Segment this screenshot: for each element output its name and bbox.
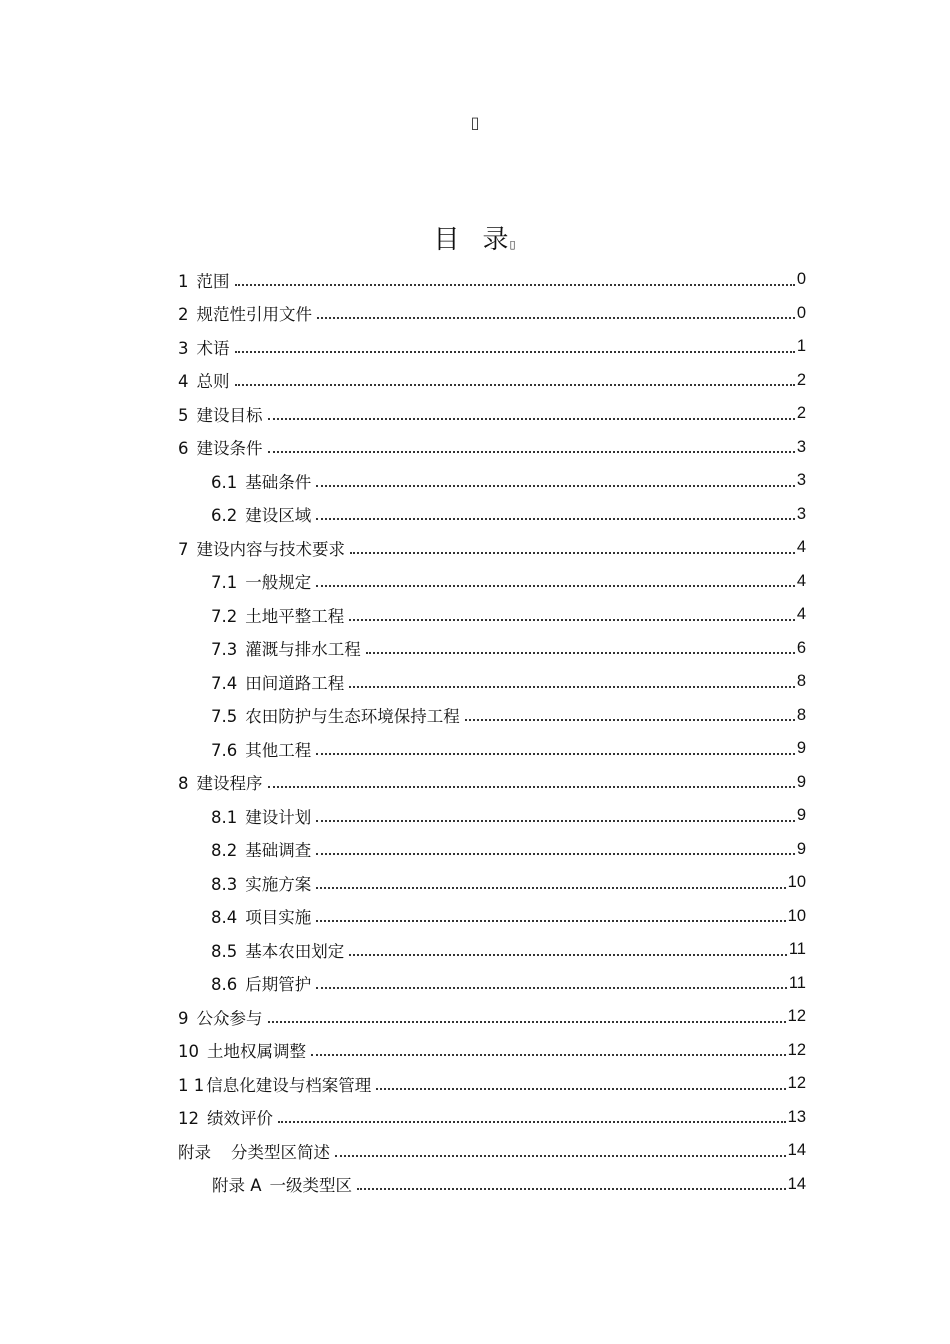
toc-entry-page-number: 12 [787, 1007, 806, 1026]
toc-entry-number: 6.1 [211, 472, 238, 492]
toc-entry-page-number: 1 [796, 337, 806, 356]
toc-entry-label [178, 536, 345, 560]
toc-entry-label [211, 904, 311, 928]
toc-entry[interactable] [178, 498, 806, 532]
toc-entry-title: 基本农田划定 [245, 941, 345, 961]
toc-entry-title: 建设内容与技术要求 [196, 539, 345, 559]
toc-entry[interactable] [178, 632, 806, 666]
toc-dot-leader [349, 954, 787, 956]
toc-entry-label [178, 1005, 263, 1029]
toc-dot-leader [311, 1054, 786, 1056]
toc-dot-leader [316, 887, 785, 889]
toc-entry-number: 2 [178, 305, 189, 325]
toc-entry-label [211, 737, 311, 761]
toc-entry-title: 术语 [196, 338, 230, 358]
toc-entry-number: 12 [178, 1109, 199, 1129]
toc-entry-number: 8.1 [211, 807, 238, 827]
toc-entry-title: 规范性引用文件 [196, 305, 312, 325]
toc-entry-title: 信息化建设与档案管理 [206, 1075, 372, 1095]
toc-entry-title: 基础条件 [245, 472, 312, 492]
toc-entry-title: 一般规定 [245, 573, 312, 593]
toc-entry-label [211, 636, 361, 660]
toc-entry-number: 附录 A [212, 1176, 262, 1196]
toc-entry-page-number: 10 [787, 906, 806, 925]
toc-entry-title: 灌溉与排水工程 [245, 640, 361, 660]
table-of-contents [178, 263, 806, 1201]
toc-entry-label [211, 469, 311, 493]
toc-entry-page-number: 3 [796, 504, 806, 523]
toc-entry[interactable] [178, 330, 806, 364]
toc-entry[interactable] [178, 397, 806, 431]
toc-entry-label [178, 770, 263, 794]
toc-entry-label [211, 502, 311, 526]
toc-entry-page-number: 13 [787, 1107, 806, 1126]
toc-entry[interactable] [178, 598, 806, 632]
toc-entry-page-number: 6 [796, 638, 806, 657]
toc-entry-label [178, 435, 263, 459]
toc-entry-label [178, 301, 312, 325]
toc-entry-page-number: 3 [796, 437, 806, 456]
toc-entry-page-number: 8 [796, 672, 806, 691]
toc-entry-title: 土地权属调整 [207, 1042, 306, 1062]
toc-entry-page-number: 9 [796, 739, 806, 758]
toc-entry[interactable] [178, 1067, 806, 1101]
toc-entry-title: 项目实施 [245, 908, 312, 928]
toc-dot-leader [316, 853, 795, 855]
toc-entry-number: 7.5 [211, 707, 238, 727]
toc-entry-label [211, 569, 311, 593]
toc-entry-title: 后期管护 [245, 975, 312, 995]
toc-entry-number: 4 [178, 372, 189, 392]
toc-dot-leader [235, 384, 795, 386]
toc-entry-page-number: 14 [787, 1141, 806, 1160]
toc-entry-title: 总则 [196, 372, 230, 392]
toc-entry-label [211, 670, 344, 694]
toc-dot-leader [465, 719, 795, 721]
title-placeholder-mark: ▯ [509, 238, 517, 251]
toc-entry-page-number: 4 [796, 605, 806, 624]
toc-entry-number: 6.2 [211, 506, 238, 526]
toc-entry-page-number: 4 [796, 538, 806, 557]
toc-dot-leader [350, 552, 795, 554]
toc-entry-number: 1 [178, 271, 189, 291]
toc-entry[interactable] [178, 900, 806, 934]
toc-entry-label [211, 603, 344, 627]
toc-entry-label [211, 703, 460, 727]
toc-entry-title: 实施方案 [245, 874, 312, 894]
toc-entry-number: 7.3 [211, 640, 238, 660]
toc-dot-leader [268, 418, 795, 420]
toc-entry-number: 8.3 [211, 874, 238, 894]
toc-dot-leader [316, 753, 795, 755]
toc-dot-leader [349, 619, 795, 621]
toc-entry-label [211, 971, 311, 995]
toc-entry-number: 1 1 [178, 1075, 205, 1095]
page-header-glyph: ▯ [470, 113, 480, 132]
toc-entry[interactable] [178, 431, 806, 465]
toc-entry-label [178, 268, 230, 292]
toc-dot-leader [317, 317, 795, 319]
toc-entry-page-number: 0 [796, 303, 806, 322]
toc-entry[interactable] [178, 1101, 806, 1135]
toc-entry-number: 8.4 [211, 908, 238, 928]
toc-entry-label [178, 368, 230, 392]
toc-entry-page-number: 12 [787, 1040, 806, 1059]
toc-entry-number: 3 [178, 338, 189, 358]
toc-entry[interactable] [178, 699, 806, 733]
toc-entry-label [211, 837, 311, 861]
toc-entry-title: 农田防护与生态环境保持工程 [245, 707, 460, 727]
toc-dot-leader [376, 1088, 785, 1090]
toc-entry[interactable] [178, 967, 806, 1001]
toc-entry-number: 7.6 [211, 740, 238, 760]
toc-entry-title: 其他工程 [245, 740, 312, 760]
toc-entry-number: 8 [178, 774, 189, 794]
toc-entry-label [178, 402, 263, 426]
toc-entry-label [178, 335, 230, 359]
toc-dot-leader [268, 451, 795, 453]
toc-entry[interactable] [178, 297, 806, 331]
toc-entry-label [178, 1105, 273, 1129]
toc-entry[interactable] [178, 531, 806, 565]
toc-dot-leader [366, 652, 795, 654]
toc-entry-label [212, 1172, 352, 1196]
toc-entry[interactable] [178, 799, 806, 833]
toc-entry-title: 土地平整工程 [245, 606, 345, 626]
toc-entry[interactable] [178, 263, 806, 297]
toc-entry-label [178, 1139, 330, 1163]
toc-entry-title: 建设条件 [196, 439, 263, 459]
toc-entry-title: 范围 [196, 271, 230, 291]
toc-entry-label [211, 938, 344, 962]
toc-entry-number: 5 [178, 405, 189, 425]
toc-dot-leader [316, 585, 795, 587]
toc-entry[interactable] [178, 1134, 806, 1168]
toc-entry[interactable] [178, 565, 806, 599]
toc-dot-leader [278, 1121, 786, 1123]
toc-entry-page-number: 9 [796, 839, 806, 858]
toc-entry-page-number: 0 [796, 270, 806, 289]
toc-dot-leader [268, 786, 795, 788]
toc-entry-title: 田间道路工程 [245, 673, 345, 693]
toc-dot-leader [335, 1155, 786, 1157]
toc-entry[interactable] [178, 1000, 806, 1034]
toc-entry-label [178, 1072, 371, 1096]
toc-entry[interactable] [178, 732, 806, 766]
toc-entry-number: 8.6 [211, 975, 238, 995]
toc-entry[interactable] [178, 1034, 806, 1068]
toc-entry-number: 附录 [178, 1142, 211, 1162]
toc-entry-title: 公众参与 [196, 1008, 263, 1028]
toc-entry[interactable] [178, 665, 806, 699]
toc-entry-page-number: 3 [796, 471, 806, 490]
toc-entry-title: 绩效评价 [207, 1109, 273, 1129]
toc-entry-page-number: 12 [787, 1074, 806, 1093]
toc-dot-leader [268, 1021, 786, 1023]
toc-entry-number: 8.5 [211, 941, 238, 961]
toc-entry-page-number: 2 [796, 370, 806, 389]
toc-dot-leader [357, 1188, 786, 1190]
toc-entry-number: 7.4 [211, 673, 238, 693]
toc-entry-title: 建设区域 [245, 506, 312, 526]
toc-entry-title: 建设程序 [196, 774, 263, 794]
toc-entry[interactable] [178, 933, 806, 967]
toc-entry-page-number: 2 [796, 404, 806, 423]
toc-dot-leader [316, 485, 795, 487]
toc-entry-label [211, 871, 311, 895]
toc-entry-title: 一级类型区 [269, 1176, 353, 1196]
toc-entry-label [178, 1038, 306, 1062]
toc-entry-number: 7.2 [211, 606, 238, 626]
toc-entry-title: 基础调查 [245, 841, 312, 861]
title-char-right: 录 [482, 225, 510, 255]
page-title [0, 222, 950, 263]
toc-dot-leader [235, 284, 795, 286]
toc-entry-page-number: 4 [796, 571, 806, 590]
toc-entry-label [211, 804, 311, 828]
toc-entry[interactable] [178, 364, 806, 398]
toc-entry-number: 7.1 [211, 573, 238, 593]
toc-entry-page-number: 11 [788, 940, 806, 959]
toc-entry[interactable] [178, 1168, 806, 1202]
toc-dot-leader [316, 987, 787, 989]
toc-entry-page-number: 10 [787, 873, 806, 892]
toc-dot-leader [316, 920, 785, 922]
toc-entry-number: 9 [178, 1008, 189, 1028]
toc-entry-title: 分类型区简述 [231, 1142, 330, 1162]
toc-entry-title: 建设目标 [196, 405, 263, 425]
toc-entry[interactable] [178, 866, 806, 900]
toc-dot-leader [349, 686, 795, 688]
toc-entry[interactable] [178, 766, 806, 800]
toc-entry-page-number: 14 [787, 1174, 806, 1193]
toc-entry-page-number: 9 [796, 806, 806, 825]
toc-dot-leader [235, 351, 795, 353]
toc-entry-page-number: 8 [796, 705, 806, 724]
toc-dot-leader [316, 820, 795, 822]
toc-entry-number: 7 [178, 539, 189, 559]
toc-entry-number: 10 [178, 1042, 199, 1062]
toc-entry[interactable] [178, 833, 806, 867]
toc-entry[interactable] [178, 464, 806, 498]
toc-entry-page-number: 9 [796, 772, 806, 791]
toc-entry-number: 6 [178, 439, 189, 459]
title-char-left: 目 [433, 225, 461, 255]
toc-entry-page-number: 11 [788, 973, 806, 992]
toc-dot-leader [316, 518, 795, 520]
toc-entry-number: 8.2 [211, 841, 238, 861]
toc-entry-title: 建设计划 [245, 807, 312, 827]
